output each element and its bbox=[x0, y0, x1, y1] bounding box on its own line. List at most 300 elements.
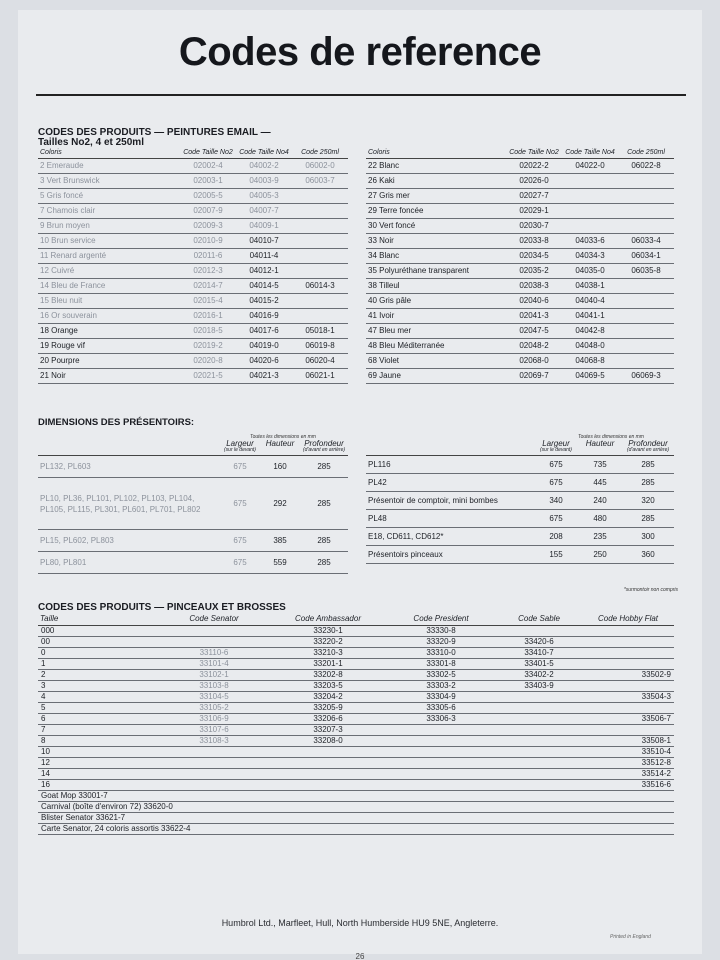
code-250ml: 06034-1 bbox=[618, 249, 674, 264]
footer-address: Humbrol Ltd., Marfleet, Hull, North Humberside HU9 5NE, Angleterre. bbox=[221, 918, 499, 928]
code-250ml bbox=[292, 234, 348, 249]
display-name: E18, CD611, CD612* bbox=[366, 528, 534, 546]
code-no2: 02026-0 bbox=[506, 174, 562, 189]
display-width: 675 bbox=[220, 552, 260, 574]
page-title: Codes de reference bbox=[178, 30, 542, 74]
paint-row bbox=[366, 249, 674, 264]
display-row bbox=[366, 474, 674, 492]
display-row bbox=[38, 552, 348, 574]
display-width: 675 bbox=[534, 456, 578, 474]
brush-size: 3 bbox=[38, 681, 158, 692]
display-row bbox=[366, 456, 674, 474]
depth-sublabel: (d'avant en arrière) bbox=[302, 447, 346, 453]
code-250ml bbox=[618, 324, 674, 339]
code-hobby bbox=[582, 703, 674, 714]
code-senator: 33107-6 bbox=[158, 725, 270, 736]
brush-extra-row bbox=[38, 791, 674, 802]
paint-header-row bbox=[366, 149, 674, 159]
brush-row bbox=[38, 747, 674, 758]
paint-row bbox=[366, 279, 674, 294]
code-hobby bbox=[582, 626, 674, 637]
code-hobby bbox=[582, 648, 674, 659]
code-senator: 33103-8 bbox=[158, 681, 270, 692]
brushes-table bbox=[38, 614, 674, 835]
page-number: 26 bbox=[355, 952, 365, 960]
width-label: Largeur bbox=[226, 439, 254, 448]
code-senator: 33102-1 bbox=[158, 670, 270, 681]
dims-col-width bbox=[220, 440, 260, 456]
code-no2: 02034-5 bbox=[506, 249, 562, 264]
code-no4: 04015-2 bbox=[236, 294, 292, 309]
code-ambassador: 33203-5 bbox=[270, 681, 386, 692]
code-no4: 04022-0 bbox=[562, 159, 618, 174]
code-no2: 02047-5 bbox=[506, 324, 562, 339]
code-no2: 02041-3 bbox=[506, 309, 562, 324]
code-president: 33304-9 bbox=[386, 692, 496, 703]
code-hobby: 33504-3 bbox=[582, 692, 674, 703]
brush-row bbox=[38, 758, 674, 769]
code-hobby bbox=[582, 725, 674, 736]
catalog-page bbox=[18, 10, 702, 960]
code-ambassador: 33205-9 bbox=[270, 703, 386, 714]
brush-size: 14 bbox=[38, 769, 158, 780]
code-ambassador: 33206-6 bbox=[270, 714, 386, 725]
code-ambassador: 33230-1 bbox=[270, 626, 386, 637]
code-hobby: 33502-9 bbox=[582, 670, 674, 681]
code-no4: 04034-3 bbox=[562, 249, 618, 264]
depth-label: Profondeur bbox=[304, 439, 344, 448]
brush-size: 16 bbox=[38, 780, 158, 791]
code-no4: 04012-1 bbox=[236, 264, 292, 279]
display-depth: 285 bbox=[300, 456, 348, 478]
code-no4: 04010-7 bbox=[236, 234, 292, 249]
display-depth: 320 bbox=[622, 492, 674, 510]
code-no4: 04020-6 bbox=[236, 354, 292, 369]
display-depth: 285 bbox=[622, 510, 674, 528]
brush-row bbox=[38, 769, 674, 780]
display-depth: 285 bbox=[622, 474, 674, 492]
display-height: 385 bbox=[260, 530, 300, 552]
code-ambassador: 33207-3 bbox=[270, 725, 386, 736]
width-sublabel: (sur le devant) bbox=[540, 447, 572, 453]
code-no2: 02012-3 bbox=[180, 264, 236, 279]
brush-size: 00 bbox=[38, 637, 158, 648]
color-name: 9 Brun moyen bbox=[38, 219, 180, 234]
color-name: 69 Jaune bbox=[366, 369, 506, 384]
display-depth: 360 bbox=[622, 546, 674, 564]
col-250ml: Code 250ml bbox=[292, 149, 348, 159]
paint-row bbox=[366, 174, 674, 189]
code-hobby: 33512-8 bbox=[582, 758, 674, 769]
paint-row bbox=[38, 174, 348, 189]
brush-size: 000 bbox=[38, 626, 158, 637]
color-name: 41 Ivoir bbox=[366, 309, 506, 324]
code-no4 bbox=[562, 189, 618, 204]
code-senator: 33106-9 bbox=[158, 714, 270, 725]
code-no2: 02022-2 bbox=[506, 159, 562, 174]
brushes-header-row bbox=[38, 614, 674, 626]
display-height: 480 bbox=[578, 510, 622, 528]
code-no2: 02030-7 bbox=[506, 219, 562, 234]
code-president bbox=[386, 725, 496, 736]
code-250ml bbox=[292, 294, 348, 309]
code-no4 bbox=[562, 219, 618, 234]
code-ambassador bbox=[270, 780, 386, 791]
paint-row bbox=[38, 279, 348, 294]
code-hobby bbox=[582, 681, 674, 692]
code-president bbox=[386, 736, 496, 747]
code-ambassador bbox=[270, 769, 386, 780]
code-250ml bbox=[292, 249, 348, 264]
display-height: 160 bbox=[260, 456, 300, 478]
brush-row bbox=[38, 626, 674, 637]
color-name: 35 Polyuréthane transparent bbox=[366, 264, 506, 279]
display-depth: 285 bbox=[622, 456, 674, 474]
code-no4: 04042-8 bbox=[562, 324, 618, 339]
code-senator: 33101-4 bbox=[158, 659, 270, 670]
code-senator: 33105-2 bbox=[158, 703, 270, 714]
code-ambassador: 33202-8 bbox=[270, 670, 386, 681]
color-name: 14 Bleu de France bbox=[38, 279, 180, 294]
code-no2: 02040-6 bbox=[506, 294, 562, 309]
display-height: 240 bbox=[578, 492, 622, 510]
paint-row bbox=[366, 159, 674, 174]
paint-row bbox=[366, 234, 674, 249]
brushes-heading: CODES DES PRODUITS — PINCEAUX ET BROSSES bbox=[38, 602, 286, 613]
display-name: PL132, PL603 bbox=[38, 456, 220, 478]
code-hobby: 33516-6 bbox=[582, 780, 674, 791]
code-senator: 33104-5 bbox=[158, 692, 270, 703]
code-no4: 04038-1 bbox=[562, 279, 618, 294]
code-sable: 33402-2 bbox=[496, 670, 582, 681]
brush-row bbox=[38, 703, 674, 714]
code-250ml bbox=[292, 189, 348, 204]
brush-row bbox=[38, 659, 674, 670]
paint-heading: CODES DES PRODUITS — PEINTURES EMAIL — bbox=[38, 127, 271, 138]
code-sable bbox=[496, 769, 582, 780]
display-row bbox=[366, 546, 674, 564]
code-president: 33303-2 bbox=[386, 681, 496, 692]
brush-extra: Carte Senator, 24 coloris assortis 33622-4 bbox=[38, 824, 674, 835]
brush-size: 10 bbox=[38, 747, 158, 758]
display-name: PL80, PL801 bbox=[38, 552, 220, 574]
dims-col-name bbox=[366, 440, 534, 456]
brush-extra-row bbox=[38, 824, 674, 835]
title-divider bbox=[36, 94, 686, 96]
width-label: Largeur bbox=[542, 439, 570, 448]
code-sable: 33403-9 bbox=[496, 681, 582, 692]
code-250ml bbox=[618, 354, 674, 369]
code-250ml: 06002-0 bbox=[292, 159, 348, 174]
dims-heading: DIMENSIONS DES PRÉSENTOIRS: bbox=[38, 417, 195, 428]
col-no4: Code Taille No4 bbox=[236, 149, 292, 159]
display-height: 445 bbox=[578, 474, 622, 492]
code-no2: 02027-7 bbox=[506, 189, 562, 204]
paint-row bbox=[38, 369, 348, 384]
color-name: 20 Pourpre bbox=[38, 354, 180, 369]
code-no2: 02016-1 bbox=[180, 309, 236, 324]
display-name: PL42 bbox=[366, 474, 534, 492]
brush-row bbox=[38, 692, 674, 703]
display-name: PL116 bbox=[366, 456, 534, 474]
code-no4: 04007-7 bbox=[236, 204, 292, 219]
code-ambassador: 33201-1 bbox=[270, 659, 386, 670]
code-sable: 33401-5 bbox=[496, 659, 582, 670]
display-width: 155 bbox=[534, 546, 578, 564]
brush-row bbox=[38, 670, 674, 681]
code-no2: 02011-6 bbox=[180, 249, 236, 264]
dims-note-right: Toutes les dimensions en mm bbox=[578, 434, 644, 440]
paint-row bbox=[366, 204, 674, 219]
code-president: 33330-8 bbox=[386, 626, 496, 637]
code-250ml bbox=[292, 219, 348, 234]
col-no4: Code Taille No4 bbox=[562, 149, 618, 159]
display-height: 735 bbox=[578, 456, 622, 474]
code-250ml: 06021-1 bbox=[292, 369, 348, 384]
code-no2: 02038-3 bbox=[506, 279, 562, 294]
display-row bbox=[366, 492, 674, 510]
brush-row bbox=[38, 714, 674, 725]
code-no4: 04040-4 bbox=[562, 294, 618, 309]
display-depth: 285 bbox=[300, 478, 348, 530]
code-senator bbox=[158, 769, 270, 780]
brush-extra: Carnival (boîte d'environ 72) 33620-0 bbox=[38, 802, 674, 813]
code-250ml: 06020-4 bbox=[292, 354, 348, 369]
display-width: 675 bbox=[534, 474, 578, 492]
code-president: 33320-9 bbox=[386, 637, 496, 648]
code-ambassador: 33204-2 bbox=[270, 692, 386, 703]
code-no2: 02009-3 bbox=[180, 219, 236, 234]
col-president: Code President bbox=[386, 614, 496, 626]
code-no4: 04017-6 bbox=[236, 324, 292, 339]
color-name: 10 Brun service bbox=[38, 234, 180, 249]
code-250ml: 05018-1 bbox=[292, 324, 348, 339]
dims-col-depth bbox=[622, 440, 674, 456]
code-president: 33301-8 bbox=[386, 659, 496, 670]
code-250ml: 06003-7 bbox=[292, 174, 348, 189]
code-no4: 04005-3 bbox=[236, 189, 292, 204]
code-250ml: 06019-8 bbox=[292, 339, 348, 354]
height-label: Hauteur bbox=[585, 439, 615, 448]
display-width: 340 bbox=[534, 492, 578, 510]
dims-col-height bbox=[260, 440, 300, 456]
code-no4: 04035-0 bbox=[562, 264, 618, 279]
paint-row bbox=[366, 294, 674, 309]
color-name: 26 Kaki bbox=[366, 174, 506, 189]
code-no4: 04014-5 bbox=[236, 279, 292, 294]
paint-row bbox=[38, 204, 348, 219]
color-name: 7 Chamois clair bbox=[38, 204, 180, 219]
display-height: 292 bbox=[260, 478, 300, 530]
code-no4: 04069-5 bbox=[562, 369, 618, 384]
color-name: 5 Gris foncé bbox=[38, 189, 180, 204]
col-size: Taille bbox=[38, 614, 158, 626]
dims-col-name bbox=[38, 440, 220, 456]
dims-header-row bbox=[38, 440, 348, 456]
display-name: PL48 bbox=[366, 510, 534, 528]
paint-table-left bbox=[38, 149, 348, 384]
paint-row bbox=[38, 324, 348, 339]
col-250ml: Code 250ml bbox=[618, 149, 674, 159]
display-name: PL10, PL36, PL101, PL102, PL103, PL104, PL105, PL115, PL301, PL601, PL701, PL802 bbox=[38, 478, 220, 530]
dims-footnote: *surmontoir non compris bbox=[623, 587, 678, 593]
code-sable bbox=[496, 758, 582, 769]
code-sable bbox=[496, 626, 582, 637]
code-ambassador bbox=[270, 758, 386, 769]
display-depth: 285 bbox=[300, 552, 348, 574]
brush-extra: Blister Senator 33621-7 bbox=[38, 813, 674, 824]
code-hobby: 33514-2 bbox=[582, 769, 674, 780]
paint-row bbox=[366, 339, 674, 354]
dims-table-right bbox=[366, 440, 674, 564]
brush-size: 12 bbox=[38, 758, 158, 769]
brush-size: 2 bbox=[38, 670, 158, 681]
code-no4: 04068-8 bbox=[562, 354, 618, 369]
code-president bbox=[386, 747, 496, 758]
display-width: 675 bbox=[220, 456, 260, 478]
code-250ml bbox=[618, 174, 674, 189]
paint-row bbox=[38, 294, 348, 309]
color-name: 16 Or souverain bbox=[38, 309, 180, 324]
code-no4: 04011-4 bbox=[236, 249, 292, 264]
color-name: 15 Bleu nuit bbox=[38, 294, 180, 309]
color-name: 47 Bleu mer bbox=[366, 324, 506, 339]
paint-row bbox=[366, 354, 674, 369]
code-senator bbox=[158, 780, 270, 791]
code-250ml bbox=[292, 204, 348, 219]
code-no2: 02021-5 bbox=[180, 369, 236, 384]
display-depth: 300 bbox=[622, 528, 674, 546]
color-name: 48 Bleu Méditerranée bbox=[366, 339, 506, 354]
col-hobby: Code Hobby Flat bbox=[582, 614, 674, 626]
depth-label: Profondeur bbox=[628, 439, 668, 448]
code-sable: 33420-6 bbox=[496, 637, 582, 648]
code-no4: 04033-6 bbox=[562, 234, 618, 249]
code-no2: 02018-5 bbox=[180, 324, 236, 339]
color-name: 30 Vert foncé bbox=[366, 219, 506, 234]
code-sable bbox=[496, 736, 582, 747]
code-no2: 02007-9 bbox=[180, 204, 236, 219]
paint-header-row bbox=[38, 149, 348, 159]
paint-row bbox=[38, 219, 348, 234]
code-senator: 33108-3 bbox=[158, 736, 270, 747]
code-ambassador: 33220-2 bbox=[270, 637, 386, 648]
paint-row bbox=[38, 159, 348, 174]
code-president: 33306-3 bbox=[386, 714, 496, 725]
display-depth: 285 bbox=[300, 530, 348, 552]
color-name: 33 Noir bbox=[366, 234, 506, 249]
col-colors: Coloris bbox=[366, 149, 506, 159]
code-no4 bbox=[562, 174, 618, 189]
code-no2: 02068-0 bbox=[506, 354, 562, 369]
code-no4: 04048-0 bbox=[562, 339, 618, 354]
code-hobby: 33506-7 bbox=[582, 714, 674, 725]
code-250ml: 06035-8 bbox=[618, 264, 674, 279]
code-ambassador: 33210-3 bbox=[270, 648, 386, 659]
code-no4: 04003-9 bbox=[236, 174, 292, 189]
code-no2: 02019-2 bbox=[180, 339, 236, 354]
paint-row bbox=[366, 369, 674, 384]
code-250ml: 06033-4 bbox=[618, 234, 674, 249]
brush-size: 7 bbox=[38, 725, 158, 736]
code-president: 33302-5 bbox=[386, 670, 496, 681]
paint-row bbox=[366, 219, 674, 234]
code-president bbox=[386, 769, 496, 780]
brush-row bbox=[38, 637, 674, 648]
paint-row bbox=[38, 189, 348, 204]
paint-row bbox=[38, 249, 348, 264]
code-250ml bbox=[292, 309, 348, 324]
code-250ml bbox=[618, 294, 674, 309]
display-width: 208 bbox=[534, 528, 578, 546]
display-width: 675 bbox=[534, 510, 578, 528]
paint-row bbox=[366, 324, 674, 339]
color-name: 11 Renard argenté bbox=[38, 249, 180, 264]
brush-row bbox=[38, 648, 674, 659]
paint-row bbox=[38, 339, 348, 354]
color-name: 2 Emeraude bbox=[38, 159, 180, 174]
width-sublabel: (sur le devant) bbox=[224, 447, 256, 453]
code-no2: 02069-7 bbox=[506, 369, 562, 384]
paint-subheading: Tailles No2, 4 et 250ml bbox=[38, 137, 144, 148]
brush-extra-row bbox=[38, 802, 674, 813]
code-no2: 02002-4 bbox=[180, 159, 236, 174]
col-sable: Code Sable bbox=[496, 614, 582, 626]
color-name: 19 Rouge vif bbox=[38, 339, 180, 354]
code-250ml bbox=[618, 339, 674, 354]
paint-row bbox=[38, 309, 348, 324]
code-no2: 02015-4 bbox=[180, 294, 236, 309]
code-sable bbox=[496, 714, 582, 725]
color-name: 18 Orange bbox=[38, 324, 180, 339]
code-no2: 02010-9 bbox=[180, 234, 236, 249]
code-sable: 33410-7 bbox=[496, 648, 582, 659]
code-sable bbox=[496, 747, 582, 758]
code-president: 33310-0 bbox=[386, 648, 496, 659]
code-hobby: 33510-4 bbox=[582, 747, 674, 758]
dims-col-height bbox=[578, 440, 622, 456]
color-name: 27 Gris mer bbox=[366, 189, 506, 204]
code-president: 33305-6 bbox=[386, 703, 496, 714]
code-250ml: 06022-8 bbox=[618, 159, 674, 174]
code-senator bbox=[158, 747, 270, 758]
code-senator bbox=[158, 626, 270, 637]
code-no2: 02029-1 bbox=[506, 204, 562, 219]
paint-row bbox=[366, 264, 674, 279]
brush-size: 8 bbox=[38, 736, 158, 747]
color-name: 21 Noir bbox=[38, 369, 180, 384]
code-no4: 04041-1 bbox=[562, 309, 618, 324]
col-senator: Code Senator bbox=[158, 614, 270, 626]
display-height: 235 bbox=[578, 528, 622, 546]
code-no4: 04021-3 bbox=[236, 369, 292, 384]
code-ambassador bbox=[270, 747, 386, 758]
display-height: 250 bbox=[578, 546, 622, 564]
paint-row bbox=[38, 264, 348, 279]
color-name: 68 Violet bbox=[366, 354, 506, 369]
code-250ml: 06014-3 bbox=[292, 279, 348, 294]
brush-size: 4 bbox=[38, 692, 158, 703]
brush-size: 5 bbox=[38, 703, 158, 714]
depth-sublabel: (d'avant en arrière) bbox=[626, 447, 670, 453]
color-name: 34 Blanc bbox=[366, 249, 506, 264]
printed-note: Printed in England bbox=[610, 934, 651, 940]
code-250ml bbox=[618, 219, 674, 234]
code-250ml bbox=[618, 204, 674, 219]
display-width: 675 bbox=[220, 478, 260, 530]
col-ambassador: Code Ambassador bbox=[270, 614, 386, 626]
code-no4: 04009-1 bbox=[236, 219, 292, 234]
